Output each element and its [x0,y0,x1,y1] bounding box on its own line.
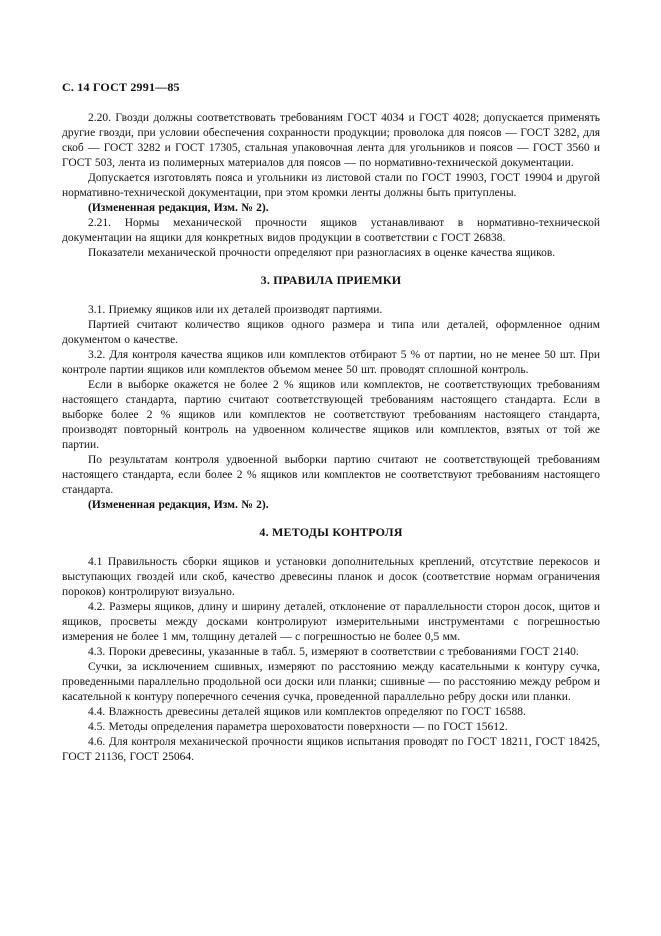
para-3-2: 3.2. Для контроля качества ящиков или комплектов отбирают 5 % от партии, но не менее 50 шт. При контроле партии ящиков или комплектов объемом менее 50 шт. проводят сплошной контроль. [62,349,600,376]
para-knots-measurement: Сучки, за исключением сшивных, измеряют по расстоянию между касательными к контуру сучка, проведенными параллельно продольной оси доски или планки; сшивные — по расстоянию между ребром и касательной к контуру поперечного сечения сучка, проведенной параллельно ребру доски или планки. [62,661,600,703]
page-header: С. 14 ГОСТ 2991—85 [62,80,180,94]
para-4-5: 4.5. Методы определения параметра шероховатости поверхности — по ГОСТ 15612. [88,721,508,733]
para-4-3: 4.3. Пороки древесины, указанные в табл. 5, измеряют в соответствии с требованиями ГОСТ 2140. [88,646,579,658]
para-sample-criteria: Если в выборке окажется не более 2 % ящиков или комплектов, не соответствующих требованиям настоящего стандарта, партию считают соответствующей требованиям настоящего стандарта. Если в выборке более 2 % ящиков или комплектов не соответствуют требованиям настоящего стандарта, производят повторный контроль на удвоенном количестве ящиков или комплектов, взятых от той же партии. [62,379,600,451]
document-body [62,80,600,765]
para-3-1: 3.1. Приемку ящиков или их деталей производят партиями. [88,304,383,316]
para-batch-definition: Партией считают количество ящиков одного размера и типа или деталей, оформленное одним документом о качестве. [62,319,600,346]
para-strength-indicators: Показатели механической прочности определяют при разногласиях в оценке качества ящиков. [88,247,556,259]
para-2-20: 2.20. Гвозди должны соответствовать требованиям ГОСТ 4034 и ГОСТ 4028; допускается применять другие гвозди, при условии обеспечения сохранности продукции; проволока для поясов — ГОСТ 3282, для скоб — ГОСТ 3282 и ГОСТ 17305, стальная упаковочная лента для угольников и поясов — ГОСТ 3560 и ГОСТ 503, лента из полимерных материалов для поясов — по нормативно-технической документации. [62,112,600,169]
section-3-heading: 3. ПРАВИЛА ПРИЕМКИ [260,273,402,287]
para-4-1: 4.1 Правильность сборки ящиков и установки дополнительных креплений, отсутствие перекосов и выступающих гвоздей или скоб, качество древесины планок и досок (соответствие нормам ограничения пороков) контролируют визуально. [62,556,600,598]
para-4-2: 4.2. Размеры ящиков, длину и ширину деталей, отклонение от параллельности сторон досок, щитов и ящиков, просветы между досками контролируют измерительными инструментами с погрешностью измерения не более 1 мм, толщину деталей — с погрешностью не более 0,5 мм. [62,601,600,643]
para-4-4: 4.4. Влажность древесины деталей ящиков или комплектов определяют по ГОСТ 16588. [88,706,526,718]
para-belts-sheet-steel: Допускается изготовлять пояса и угольники из листовой стали по ГОСТ 19903, ГОСТ 19904 и другой нормативно-технической документации, при этом кромки ленты должны быть притуплены. [62,172,600,199]
note-revision-2: (Измененная редакция, Изм. № 2). [88,499,269,511]
para-2-21: 2.21. Нормы механической прочности ящиков устанавливают в нормативно-технической документации на ящики для конкретных видов продукции в соответствии с ГОСТ 26838. [62,217,600,244]
para-double-sample: По результатам контроля удвоенной выборки партию считают не соответствующей требованиям настоящего стандарта, если более 2 % ящиков или комплектов не соответствуют требованиям настоящего стандарта. [62,454,600,496]
section-4-heading: 4. МЕТОДЫ КОНТРОЛЯ [259,525,403,539]
para-4-6: 4.6. Для контроля механической прочности ящиков испытания проводят по ГОСТ 18211, ГОСТ 18425, ГОСТ 21136, ГОСТ 25064. [62,736,600,763]
note-revision-1: (Измененная редакция, Изм. № 2). [88,202,269,214]
